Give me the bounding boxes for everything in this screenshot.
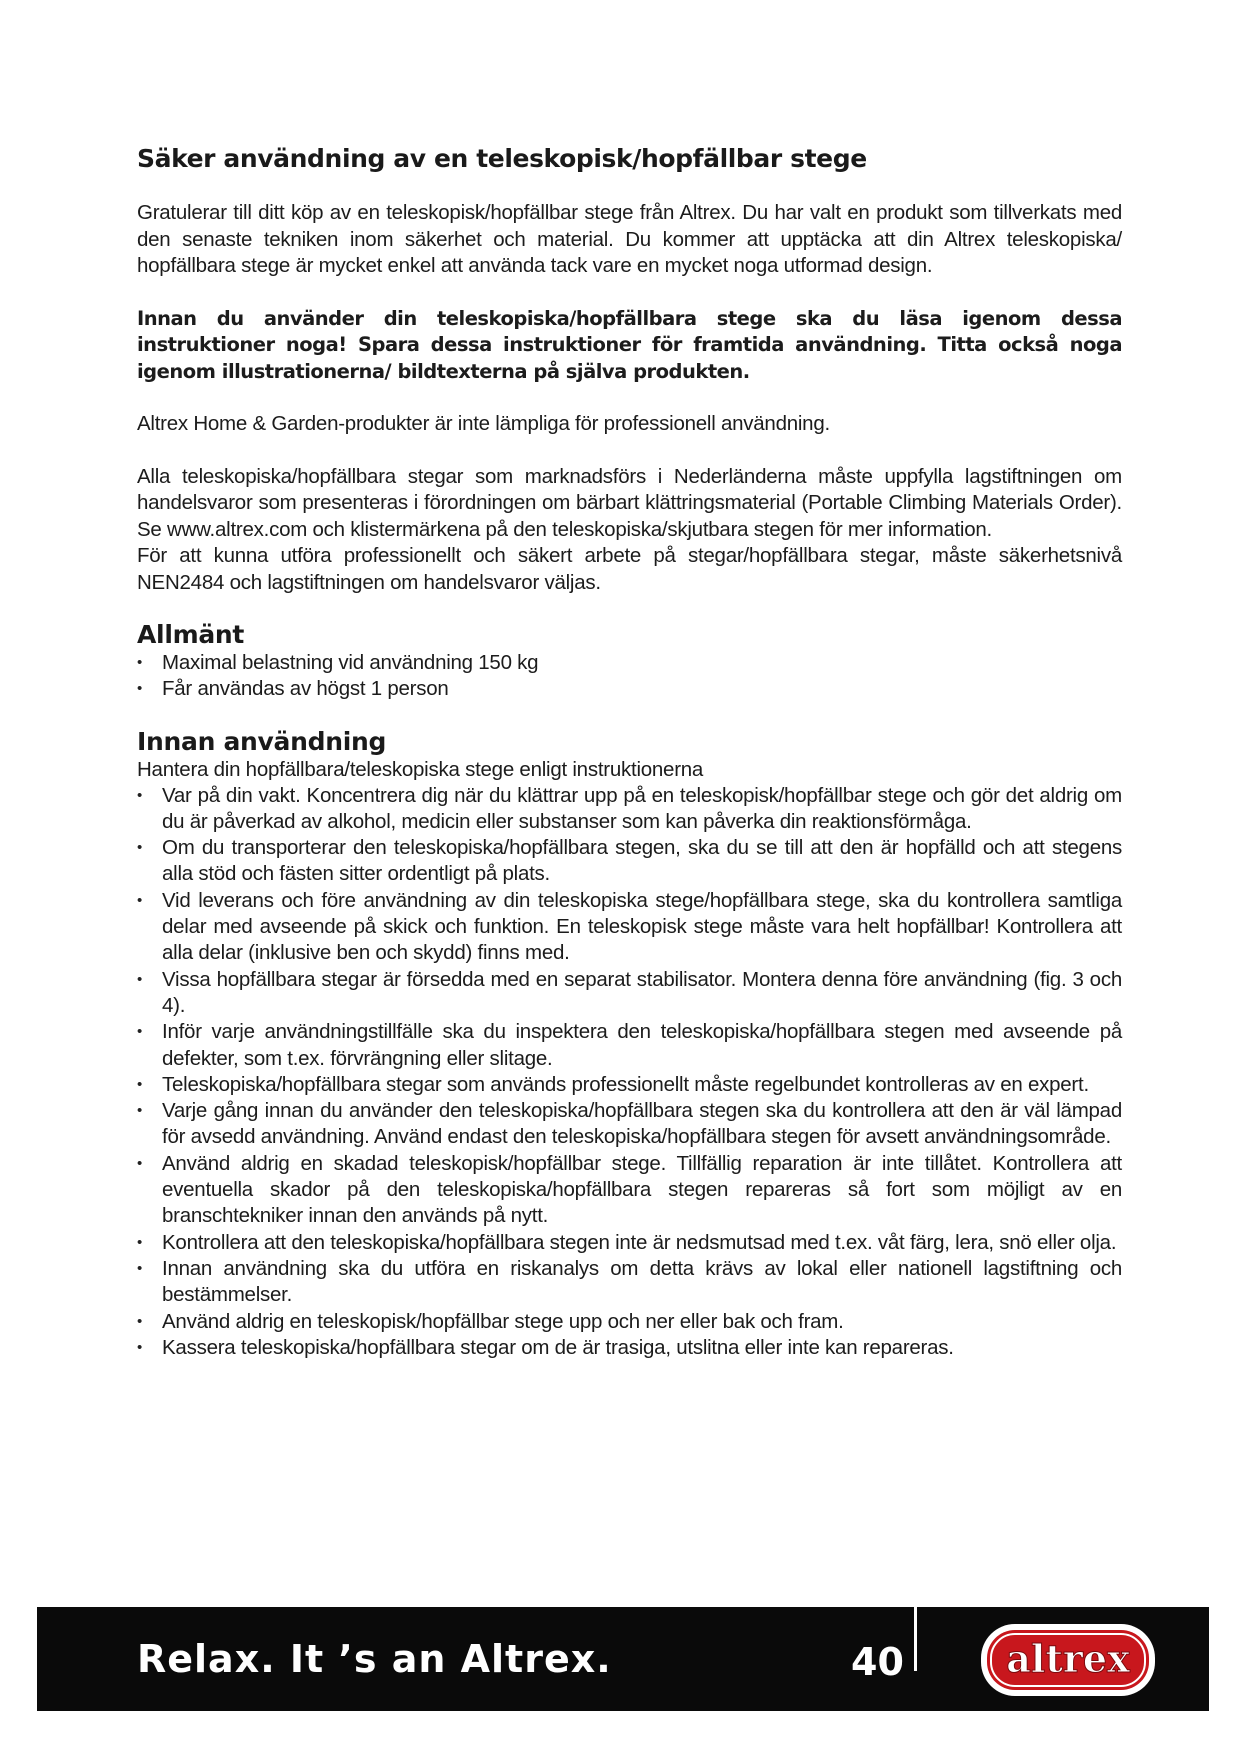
footer-divider <box>914 1607 917 1671</box>
list-item: • Maximal belastning vid användning 150 kg <box>137 650 1122 676</box>
safety-level-paragraph: För att kunna utföra professionellt och säkert arbete på stegar/hopfällbara stegar, måste säkerhetsnivå NEN2484 och lagstiftningen om handelsvaror väljas. <box>137 544 1122 594</box>
before-use-list <box>137 783 1122 1362</box>
logo-wordmark: altrex <box>1006 1636 1130 1681</box>
warning-paragraph: Innan du använder din teleskopiska/hopfällbara stege ska du läsa igenom dessa instruktioner noga! Spara dessa instruktioner för framtida användning. Titta också noga igenom illustrationerna/ bildtexterna på själva produkten. <box>137 306 1122 383</box>
altrex-logo <box>979 1622 1157 1703</box>
before-use-intro: Hantera din hopfällbara/teleskopiska stege enligt instruktionerna <box>137 757 704 781</box>
list-item: • Vissa hopfällbara stegar är försedda med en separat stabilisator. Montera denna före användning (fig. 3 och 4). <box>137 967 1122 1020</box>
page-number: 40 <box>851 1640 904 1684</box>
footer-band <box>37 1607 1209 1711</box>
footer-slogan: Relax. It ’s an Altrex. <box>137 1637 612 1681</box>
list-item: • Varje gång innan du använder den teleskopiska/hopfällbara stegen ska du kontrollera att den är väl lämpad för avsedd användning. Använd endast den teleskopiska/hopfällbara stegen för avsett användningsområde. <box>137 1098 1122 1151</box>
list-item: • Inför varje användningstillfälle ska du inspektera den teleskopiska/hopfällbara stegen med avseende på defekter, som t.ex. förvrängning eller slitage. <box>137 1019 1122 1072</box>
home-garden-paragraph: Altrex Home & Garden-produkter är inte lämpliga för professionell användning. <box>137 412 830 435</box>
list-item: • Teleskopiska/hopfällbara stegar som används professionellt måste regelbundet kontrolleras av en expert. <box>137 1072 1122 1098</box>
regulations-paragraph: Alla teleskopiska/hopfällbara stegar som marknadsförs i Nederländerna måste uppfylla lagstiftningen om handelsvaror som presenteras i förordningen om bärbart klättringsmaterial (Portable Climbing Materials Order). Se www.altrex.com och klistermärkena på den teleskopiska/skjutbara stegen för mer information. <box>137 464 1122 541</box>
list-item: • Använd aldrig en skadad teleskopisk/hopfällbar stege. Tillfällig reparation är inte tillåtet. Kontrollera att eventuella skador på den teleskopiska/hopfällbara stegen repareras så fort som möjligt av en branschtekniker innan den används på nytt. <box>137 1151 1122 1230</box>
general-list <box>137 650 1122 703</box>
list-item: • Får användas av högst 1 person <box>137 676 1122 702</box>
intro-paragraph: Gratulerar till ditt köp av en teleskopisk/hopfällbar stege från Altrex. Du har valt en produkt som tillverkats med den senaste tekniken inom säkerhet och material. Du kommer att upptäcka att din Altrex teleskopiska/ hopfällbara stege är mycket enkel att använda tack vare en mycket noga utformad design. <box>137 201 1122 277</box>
general-heading: Allmänt <box>137 620 245 649</box>
page-title: Säker användning av en teleskopisk/hopfällbar stege <box>137 144 867 173</box>
list-item: • Var på din vakt. Koncentrera dig när du klättrar upp på en teleskopisk/hopfällbar stege och gör det aldrig om du är påverkad av alkohol, medicin eller substanser som kan påverka din reaktionsförmåga. <box>137 783 1122 836</box>
list-item: • Innan användning ska du utföra en riskanalys om detta krävs av lokal eller nationell lagstiftning och bestämmelser. <box>137 1256 1122 1309</box>
list-item: • Kontrollera att den teleskopiska/hopfällbara stegen inte är nedsmutsad med t.ex. våt färg, lera, snö eller olja. <box>137 1230 1122 1256</box>
list-item: • Vid leverans och före användning av din teleskopiska stege/hopfällbara stege, ska du kontrollera samtliga delar med avseende på skick och funktion. En teleskopisk stege måste vara helt hopfällbar! Kontrollera att alla delar (inklusive ben och skydd) finns med. <box>137 888 1122 967</box>
general-section <box>137 620 1122 703</box>
page-content <box>137 142 1122 1361</box>
before-use-heading: Innan användning <box>137 726 387 756</box>
before-use-section <box>137 727 1122 1362</box>
list-item: • Kassera teleskopiska/hopfällbara stegar om de är trasiga, utslitna eller inte kan repareras. <box>137 1335 1122 1361</box>
list-item: • Om du transporterar den teleskopiska/hopfällbara stegen, ska du se till att den är hopfälld och att stegens alla stöd och fästen sitter ordentligt på plats. <box>137 835 1122 888</box>
list-item: • Använd aldrig en teleskopisk/hopfällbar stege upp och ner eller bak och fram. <box>137 1309 1122 1335</box>
